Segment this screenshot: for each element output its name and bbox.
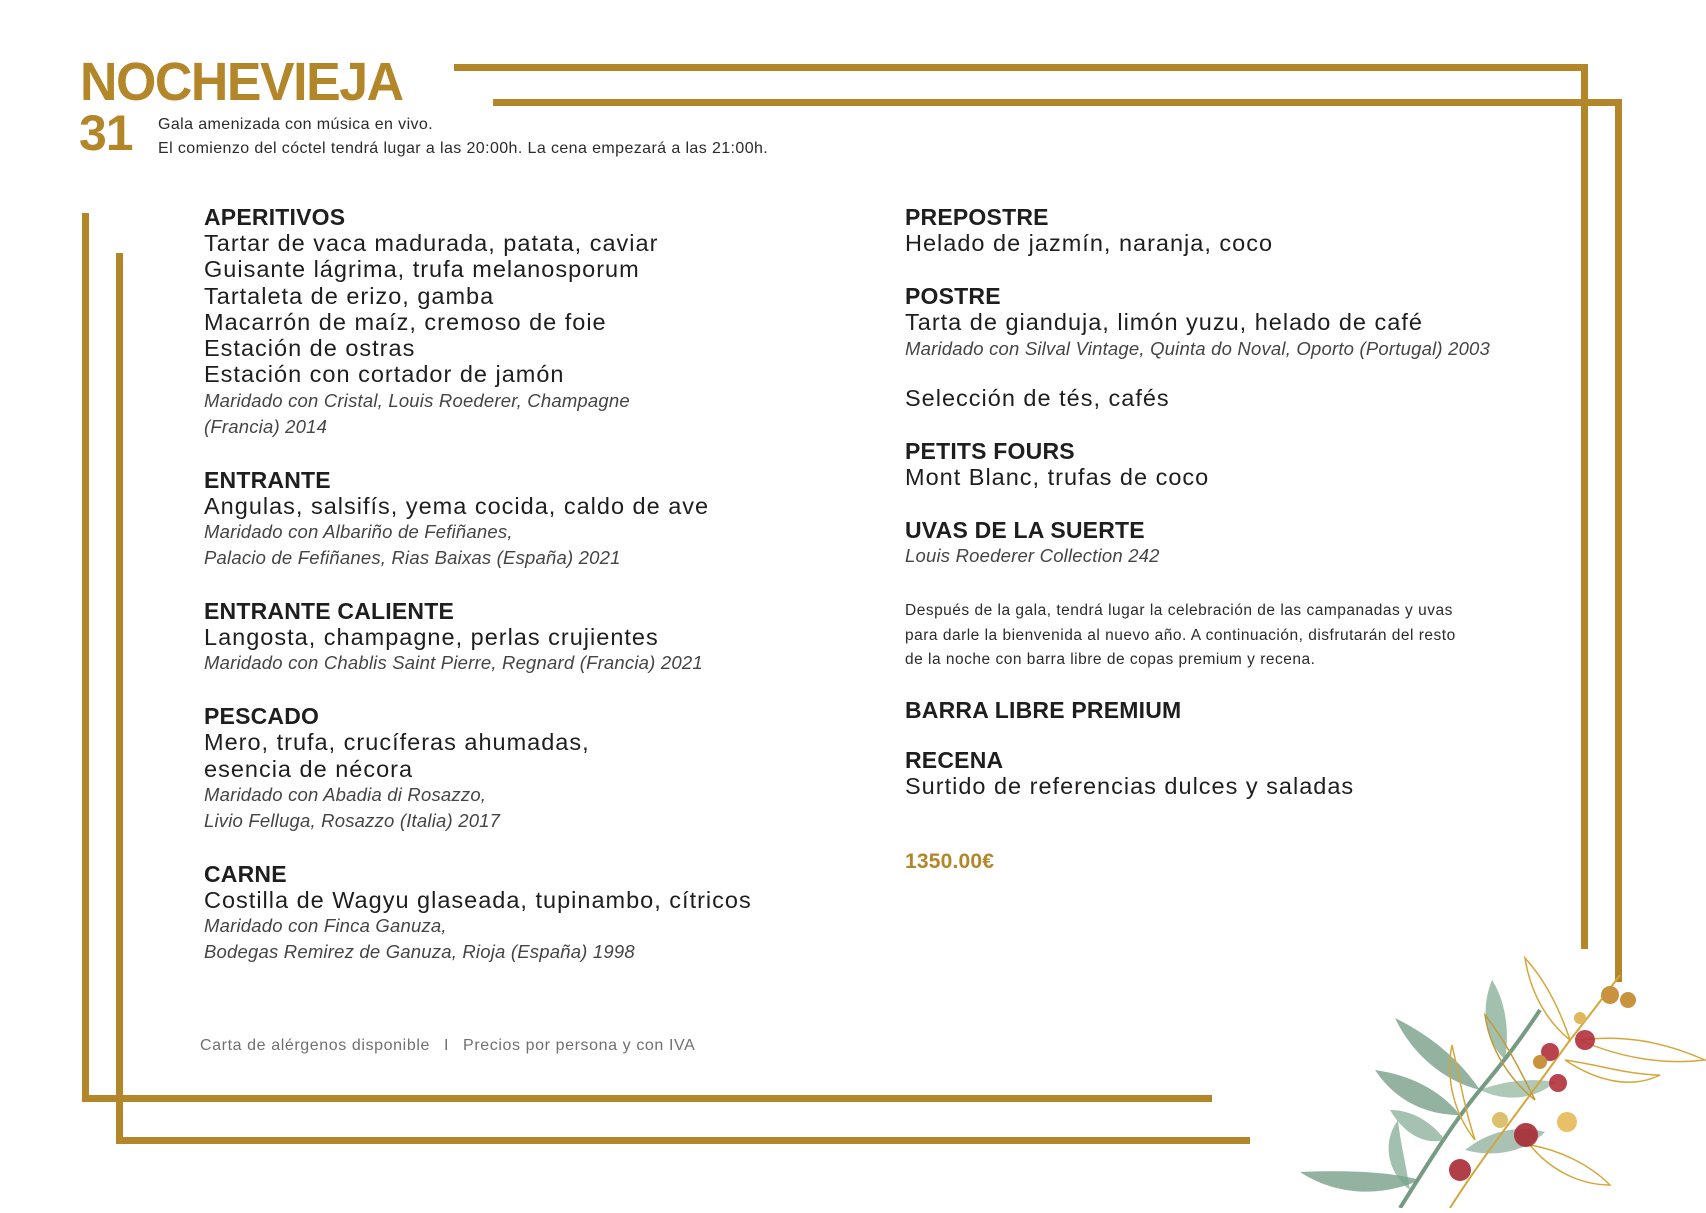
section-title: PETITS FOURS (905, 437, 1075, 464)
dish: Selección de tés, cafés (905, 384, 1170, 411)
section-petits-fours (905, 438, 1605, 490)
section-recena (905, 747, 1605, 799)
dish: Helado de jazmín, naranja, coco (905, 230, 1274, 256)
wine-pairing: Livio Felluga, Rosazzo (Italia) 2017 (204, 809, 501, 831)
dish: Surtido de referencias dulces y saladas (905, 772, 1355, 799)
dish: Langosta, champagne, perlas crujientes (204, 624, 659, 651)
intro-line: Gala amenizada con música en vivo. (158, 116, 434, 133)
frame-b-bottom-line (116, 1137, 1250, 1144)
dish: Angulas, salsifís, yema cocida, caldo de ave (204, 492, 710, 519)
section-title: CARNE (204, 860, 287, 887)
after-gala-note (905, 599, 1605, 673)
menu-right-column (905, 204, 1605, 875)
dish: Macarrón de maíz, cremoso de foie (204, 308, 607, 335)
prices-note: Precios por persona y con IVA (463, 1037, 696, 1054)
wine-pairing: Maridado con Albariño de Fefiñanes, (204, 521, 513, 543)
botanical-branch-icon (1280, 940, 1706, 1208)
event-day: 31 (79, 105, 133, 161)
dish: Mont Blanc, trufas de coco (905, 463, 1210, 490)
note-line: para darle la bienvenida al nuevo año. A continuación, disfrutarán del resto (905, 626, 1456, 644)
section-title: APERITIVOS (204, 204, 346, 230)
frame-b-top-line (493, 99, 1622, 106)
frame-a-bottom-line (82, 1095, 1212, 1102)
section-title: BARRA LIBRE PREMIUM (905, 696, 1182, 723)
section-title: PESCADO (204, 703, 320, 730)
section-entrante (204, 467, 864, 571)
section-title: ENTRANTE (204, 466, 331, 493)
dish: esencia de nécora (204, 755, 414, 782)
dish: Mero, trufa, crucíferas ahumadas, (204, 729, 590, 756)
wine-pairing: Palacio de Fefiñanes, Rias Baixas (España) 2021 (204, 547, 621, 569)
section-uvas (905, 517, 1605, 569)
section-title: RECENA (905, 746, 1004, 773)
section-carne (204, 861, 864, 965)
section-prepostre (905, 204, 1605, 256)
menu-left-column (204, 204, 864, 992)
wine-pairing: Maridado con Chablis Saint Pierre, Regnard (Francia) 2021 (204, 652, 703, 674)
section-postre (905, 283, 1605, 361)
wine-pairing: Maridado con Finca Ganuza, (204, 915, 447, 937)
wine-pairing: Maridado con Abadia di Rosazzo, (204, 783, 487, 805)
frame-b-right-line (1615, 99, 1622, 982)
wine-pairing: (Francia) 2014 (204, 415, 328, 437)
dish: Guisante lágrima, trufa melanosporum (204, 256, 640, 283)
note-line: Después de la gala, tendrá lugar la celebración de las campanadas y uvas (905, 602, 1453, 620)
section-title: ENTRANTE CALIENTE (204, 598, 455, 625)
dish: Estación con cortador de jamón (204, 361, 565, 388)
dish: Tartaleta de erizo, gamba (204, 282, 495, 309)
frame-a-top-line (454, 64, 1588, 71)
dish: Tartar de vaca madurada, patata, caviar (204, 230, 659, 256)
wine-pairing: Louis Roederer Collection 242 (905, 545, 1160, 567)
dish: Estación de ostras (204, 335, 416, 362)
section-entrante-caliente (204, 598, 864, 676)
note-line: de la noche con barra libre de copas premium y recena. (905, 651, 1316, 669)
footer-separator: I (444, 1037, 450, 1054)
price: 1350.00€ (905, 849, 995, 873)
section-title: UVAS DE LA SUERTE (905, 517, 1145, 544)
section-title: PREPOSTRE (905, 204, 1049, 230)
section-tes-cafes (905, 385, 1605, 411)
footer-note (200, 1037, 695, 1055)
dish: Costilla de Wagyu glaseada, tupinambo, cítricos (204, 886, 752, 913)
dish: Tarta de gianduja, limón yuzu, helado de café (905, 309, 1423, 336)
section-pescado (204, 703, 864, 834)
page-title: NOCHEVIEJA (80, 52, 403, 112)
wine-pairing: Bodegas Remirez de Ganuza, Rioja (España) 1998 (204, 941, 635, 963)
frame-b-left-line (116, 253, 123, 1144)
wine-pairing: Maridado con Silval Vintage, Quinta do Noval, Oporto (Portugal) 2003 (905, 337, 1491, 359)
allergens-note: Carta de alérgenos disponible (200, 1037, 430, 1054)
intro-text (158, 113, 768, 161)
intro-line: El comienzo del cóctel tendrá lugar a las 20:00h. La cena empezará a las 21:00h. (158, 140, 769, 157)
wine-pairing: Maridado con Cristal, Louis Roederer, Champagne (204, 389, 630, 411)
section-barra-libre (905, 697, 1605, 723)
section-aperitivos (204, 204, 864, 440)
frame-a-left-line (82, 213, 89, 1102)
section-title: POSTRE (905, 283, 1001, 310)
